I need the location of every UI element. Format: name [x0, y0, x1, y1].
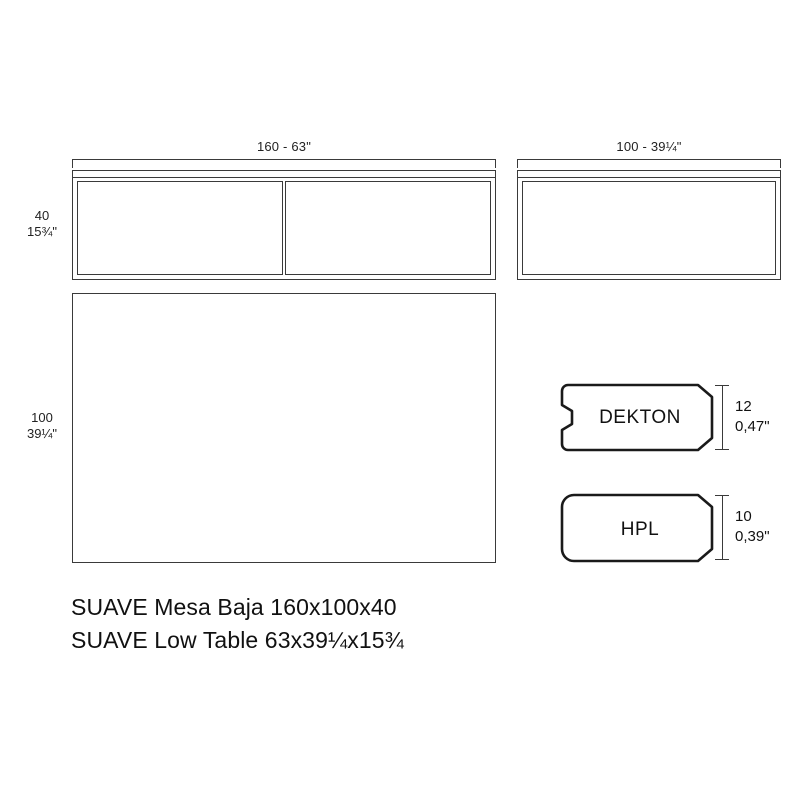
caption-line-en: SUAVE Low Table 63x39¼x15¾ — [71, 627, 404, 654]
front-elevation-top-band — [73, 177, 495, 178]
material-dekton — [560, 375, 720, 460]
plan-view-outline — [72, 293, 496, 563]
front-elevation-panel-right — [285, 181, 491, 275]
front-width-dimension-label: 160 - 63" — [256, 139, 312, 154]
dekton-thickness-tick-bottom — [715, 449, 729, 450]
side-width-tick-left — [517, 159, 518, 168]
hpl-thickness-group — [735, 507, 770, 546]
dekton-thickness-group — [735, 397, 770, 436]
depth-dimension-cm: 100 — [31, 410, 53, 425]
front-width-tick-right — [495, 159, 496, 168]
side-width-dimension-line — [517, 159, 781, 160]
dekton-label: DEKTON — [599, 406, 681, 428]
hpl-label: HPL — [620, 518, 660, 540]
hpl-thickness-inch: 0,39" — [735, 527, 770, 545]
height-dimension-cm: 40 — [34, 208, 50, 223]
side-elevation-panel — [522, 181, 776, 275]
side-elevation-top-band — [518, 177, 780, 178]
height-dimension-inch: 15¾" — [27, 224, 57, 240]
hpl-thickness-line — [722, 495, 723, 560]
caption-line-es: SUAVE Mesa Baja 160x100x40 — [71, 594, 397, 620]
caption-block — [71, 591, 404, 658]
dekton-thickness-inch: 0,47" — [735, 417, 770, 435]
dekton-thickness-line — [722, 385, 723, 450]
material-hpl — [560, 487, 720, 572]
front-elevation-panel-left — [77, 181, 283, 275]
front-width-tick-left — [72, 159, 73, 168]
front-width-dimension-line — [72, 159, 496, 160]
depth-dimension-inch: 39¼" — [27, 426, 57, 442]
hpl-thickness-tick-bottom — [715, 559, 729, 560]
depth-dimension-group — [14, 410, 70, 443]
dekton-thickness-cm: 12 — [735, 398, 752, 415]
side-width-dimension-label: 100 - 39¼" — [616, 139, 682, 154]
height-dimension-group — [14, 208, 70, 241]
side-width-tick-right — [780, 159, 781, 168]
dekton-thickness-tick-top — [715, 385, 729, 386]
hpl-thickness-cm: 10 — [735, 508, 752, 525]
hpl-thickness-tick-top — [715, 495, 729, 496]
